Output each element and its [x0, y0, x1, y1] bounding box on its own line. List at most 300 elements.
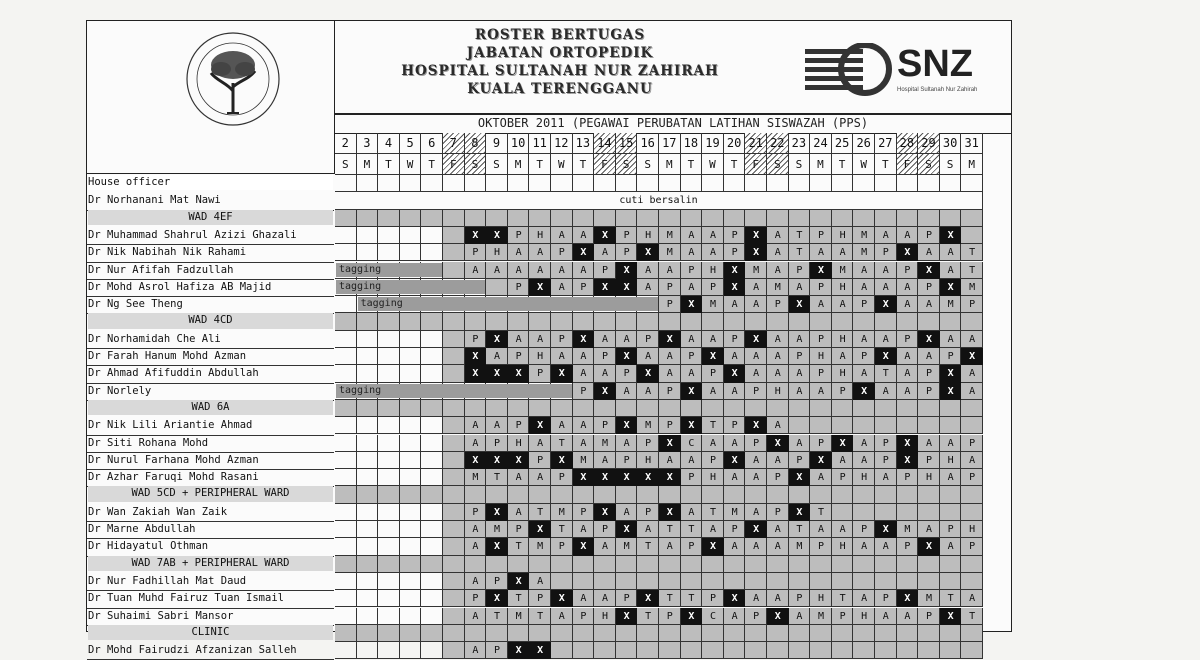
grid-cell [702, 175, 724, 192]
shift-cell [400, 365, 422, 382]
shift-code: X [767, 608, 789, 625]
grid-cell [529, 313, 551, 330]
shift-code: A [537, 575, 544, 587]
shift-code: A [537, 247, 544, 259]
shift-cell [378, 331, 400, 348]
grid-cell [335, 313, 357, 330]
grid-cell [486, 486, 508, 503]
shift-cell [357, 608, 379, 625]
shift-code: A [882, 541, 889, 553]
ward-section-label: WAD 6A [88, 400, 333, 415]
shift-code: A [709, 385, 716, 397]
shift-cell [378, 417, 400, 434]
weekday-cell: F [443, 154, 465, 175]
shift-code: A [580, 368, 587, 380]
shift-code: X [529, 642, 551, 659]
weekday-cell: T [832, 154, 854, 175]
shift-cell [853, 642, 875, 659]
shift-code: X [681, 417, 703, 434]
shift-code: P [493, 437, 500, 449]
weekday-cell: W [551, 154, 573, 175]
shift-code: P [601, 420, 608, 432]
shift-code: X [659, 331, 681, 348]
weekday-cell: M [508, 154, 530, 175]
grid-cell [875, 313, 897, 330]
grid-cell [681, 313, 703, 330]
logo-cell [87, 21, 335, 174]
shift-code: X [918, 331, 940, 348]
staff-name: Dr Nur Fadhillah Mat Daud [88, 574, 247, 587]
shift-code: A [947, 247, 954, 259]
shift-code: A [709, 229, 716, 241]
weekday-cell: F [897, 154, 919, 175]
shift-cell [940, 642, 962, 659]
shift-code: A [537, 264, 544, 276]
shift-code: P [774, 506, 781, 518]
shift-code: X [940, 365, 962, 382]
grid-cell [357, 486, 379, 503]
shift-code: A [861, 368, 868, 380]
shift-cell [421, 538, 443, 555]
shift-code: P [882, 593, 889, 605]
grid-cell [529, 556, 551, 573]
grid-cell [681, 210, 703, 227]
grid-cell [529, 175, 551, 192]
shift-cell [940, 573, 962, 590]
shift-code: H [861, 472, 868, 484]
shift-cell [573, 642, 595, 659]
shift-cell [832, 417, 854, 434]
shift-code: A [753, 281, 760, 293]
weekday-cell: M [810, 154, 832, 175]
grid-cell [875, 175, 897, 192]
shift-code: T [493, 610, 500, 622]
grid-cell [789, 625, 811, 642]
shift-cell [421, 417, 443, 434]
shift-code: X [745, 227, 767, 244]
shift-code: P [558, 247, 565, 259]
shift-code: A [537, 333, 544, 345]
shift-code: A [558, 420, 565, 432]
shift-code: M [774, 281, 781, 293]
shift-code: M [493, 524, 500, 535]
shift-code: A [882, 333, 889, 345]
shift-code: A [947, 333, 954, 345]
shift-code: P [796, 351, 803, 362]
day-number-cell: 24 [810, 133, 832, 154]
grid-cell [486, 175, 508, 192]
shift-cell [918, 417, 940, 434]
shift-code: T [947, 593, 954, 605]
shift-code: M [947, 299, 954, 311]
shift-code: X [551, 365, 573, 382]
grid-cell [594, 210, 616, 227]
shift-code: X [594, 504, 616, 521]
shift-code: A [817, 385, 824, 397]
header-line-1: ROSTER BERTUGAS [474, 27, 646, 43]
shift-cell [897, 573, 919, 590]
shift-code: X [573, 538, 595, 555]
shift-code: T [796, 524, 803, 535]
shift-code: X [897, 435, 919, 452]
shift-code: A [645, 524, 652, 535]
shift-code: P [666, 299, 673, 311]
shift-code: T [839, 593, 846, 605]
shift-cell [897, 504, 919, 521]
shift-code: X [486, 365, 508, 382]
shift-code: P [925, 610, 932, 622]
grid-cell [616, 486, 638, 503]
shift-code: H [839, 281, 846, 293]
shift-code: A [925, 299, 932, 311]
day-number-cell: 31 [961, 133, 983, 154]
shift-code: X [745, 417, 767, 434]
grid-cell [918, 313, 940, 330]
shift-code: X [745, 331, 767, 348]
grid-cell [421, 210, 443, 227]
shift-cell [400, 573, 422, 590]
weekday-cell: T [421, 154, 443, 175]
shift-code: P [839, 472, 846, 484]
shift-code: P [817, 368, 824, 380]
grid-cell [961, 556, 983, 573]
shift-cell [357, 227, 379, 244]
shift-cell [961, 642, 983, 659]
shift-code: X [789, 469, 811, 486]
shift-cell [335, 469, 357, 486]
grid-cell [616, 625, 638, 642]
grid-cell [897, 486, 919, 503]
shift-code: A [666, 454, 673, 466]
shift-code: P [904, 264, 911, 276]
snz-brand-name: SNZ [897, 43, 973, 85]
ward-section-label: WAD 4EF [88, 210, 333, 225]
grid-cell [853, 175, 875, 192]
shift-code: P [472, 593, 479, 605]
shift-cell [443, 244, 465, 261]
shift-code: A [666, 541, 673, 553]
shift-code: H [645, 229, 652, 241]
shift-code: A [774, 454, 781, 466]
grid-cell [724, 313, 746, 330]
shift-code: A [774, 541, 781, 553]
shift-cell [594, 642, 616, 659]
grid-cell [918, 210, 940, 227]
grid-cell [335, 175, 357, 192]
shift-code: X [745, 521, 767, 538]
shift-cell [357, 452, 379, 469]
shift-code: A [861, 281, 868, 293]
shift-code: T [969, 247, 976, 259]
grid-cell [378, 210, 400, 227]
grid-cell [335, 625, 357, 642]
grid-cell [529, 210, 551, 227]
shift-cell [421, 590, 443, 607]
shift-cell [357, 521, 379, 538]
shift-code: X [573, 244, 595, 261]
shift-cell [897, 642, 919, 659]
shift-cell [335, 504, 357, 521]
note-cell: cuti bersalin [335, 192, 983, 209]
day-number-cell: 27 [875, 133, 897, 154]
shift-cell [961, 504, 983, 521]
ward-section-label: WAD 7AB + PERIPHERAL WARD [88, 556, 333, 571]
grid-cell [443, 486, 465, 503]
shift-code: P [947, 351, 954, 362]
grid-cell [551, 556, 573, 573]
shift-code: A [580, 420, 587, 432]
shift-code: A [904, 229, 911, 241]
shift-cell [940, 504, 962, 521]
shift-code: T [817, 506, 824, 518]
grid-cell [832, 175, 854, 192]
shift-code: X [465, 452, 487, 469]
shift-code: M [861, 229, 868, 241]
shift-code: A [515, 247, 522, 259]
grid-cell [961, 625, 983, 642]
grid-cell [897, 210, 919, 227]
grid-cell [616, 210, 638, 227]
shift-cell [443, 452, 465, 469]
shift-code: T [537, 506, 544, 518]
grid-cell [745, 313, 767, 330]
shift-code: A [861, 437, 868, 449]
shift-code: P [688, 264, 695, 276]
shift-cell [357, 348, 379, 365]
shift-code: T [558, 437, 565, 449]
shift-code: P [666, 281, 673, 293]
shift-code: A [861, 333, 868, 345]
shift-code: X [551, 452, 573, 469]
shift-cell [335, 521, 357, 538]
grid-cell [508, 486, 530, 503]
grid-cell [637, 625, 659, 642]
shift-code: P [515, 351, 522, 362]
shift-cell [378, 227, 400, 244]
grid-cell [724, 486, 746, 503]
grid-cell [940, 175, 962, 192]
shift-code: A [947, 541, 954, 553]
shift-cell [961, 417, 983, 434]
grid-cell [400, 210, 422, 227]
shift-code: A [623, 437, 630, 449]
shift-code: P [925, 385, 932, 397]
shift-code: X [659, 435, 681, 452]
shift-code: X [508, 365, 530, 382]
grid-cell [400, 486, 422, 503]
grid-cell [421, 175, 443, 192]
shift-cell [357, 435, 379, 452]
grid-cell [832, 400, 854, 417]
shift-code: X [940, 383, 962, 400]
grid-cell [465, 210, 487, 227]
shift-code: P [753, 610, 760, 622]
shift-cell [767, 573, 789, 590]
shift-cell [335, 642, 357, 659]
shift-code: H [774, 385, 781, 397]
staff-name: Dr Azhar Faruqi Mohd Rasani [88, 471, 259, 484]
grid-cell [378, 556, 400, 573]
shift-code: T [645, 610, 652, 622]
grid-cell [745, 486, 767, 503]
shift-code: A [558, 229, 565, 241]
staff-name: Dr Ahmad Afifuddin Abdullah [88, 367, 259, 380]
grid-cell [637, 313, 659, 330]
shift-code: A [709, 437, 716, 449]
day-number-cell: 3 [357, 133, 379, 154]
shift-code: A [969, 454, 976, 466]
shift-code: X [681, 608, 703, 625]
grid-cell [745, 175, 767, 192]
shift-cell [443, 538, 465, 555]
grid-cell [378, 486, 400, 503]
shift-cell [443, 573, 465, 590]
shift-cell [400, 469, 422, 486]
grid-cell [897, 400, 919, 417]
grid-cell [594, 486, 616, 503]
grid-cell [508, 400, 530, 417]
shift-cell [400, 452, 422, 469]
grid-cell [897, 556, 919, 573]
grid-cell [551, 400, 573, 417]
shift-code: P [969, 437, 976, 449]
shift-cell [421, 521, 443, 538]
ward-section-label: CLINIC [88, 625, 333, 640]
shift-code: A [774, 229, 781, 241]
shift-code: A [817, 524, 824, 535]
shift-code: P [688, 472, 695, 484]
shift-cell [357, 538, 379, 555]
shift-code: A [731, 472, 738, 484]
shift-code: X [486, 590, 508, 607]
grid-cell [378, 175, 400, 192]
weekday-cell: M [961, 154, 983, 175]
shift-code: A [731, 351, 738, 362]
shift-code: X [616, 417, 638, 434]
shift-code: X [724, 452, 746, 469]
shift-code: A [753, 506, 760, 518]
shift-code: X [616, 348, 638, 365]
grid-cell [573, 210, 595, 227]
shift-cell [724, 642, 746, 659]
grid-cell [810, 313, 832, 330]
staff-name: Dr Marne Abdullah [88, 523, 196, 535]
grid-cell [724, 175, 746, 192]
shift-code: M [969, 281, 976, 293]
grid-cell [335, 210, 357, 227]
weekday-cell: T [529, 154, 551, 175]
shift-code: M [515, 610, 522, 622]
grid-cell [443, 625, 465, 642]
grid-cell [486, 210, 508, 227]
shift-code: P [601, 264, 608, 276]
shift-code: M [861, 247, 868, 259]
grid-cell [702, 556, 724, 573]
grid-cell [961, 486, 983, 503]
shift-code: X [724, 590, 746, 607]
shift-code: P [882, 247, 889, 259]
grid-cell [810, 486, 832, 503]
shift-code: P [796, 264, 803, 276]
shift-cell [443, 348, 465, 365]
shift-code: P [796, 454, 803, 466]
shift-code: A [623, 385, 630, 397]
grid-cell [832, 556, 854, 573]
shift-code: P [839, 610, 846, 622]
shift-code: A [666, 368, 673, 380]
shift-code: T [882, 368, 889, 380]
shift-cell [421, 435, 443, 452]
shift-code: P [493, 645, 500, 657]
shift-cell [443, 227, 465, 244]
grid-cell [421, 313, 443, 330]
shift-code: A [688, 454, 695, 466]
day-number-cell: 6 [421, 133, 443, 154]
staff-name: Dr Hidayatul Othman [88, 540, 209, 553]
shift-code: A [472, 264, 479, 276]
shift-cell [400, 642, 422, 659]
grid-cell [659, 175, 681, 192]
shift-code: X [508, 642, 530, 659]
shift-code: X [724, 262, 746, 279]
shift-code: X [918, 538, 940, 555]
shift-cell [637, 573, 659, 590]
shift-code: P [558, 472, 565, 484]
grid-cell [508, 313, 530, 330]
weekday-cell: S [486, 154, 508, 175]
grid-cell [378, 625, 400, 642]
shift-cell [335, 452, 357, 469]
shift-code: A [774, 368, 781, 380]
shift-cell [421, 365, 443, 382]
shift-cell [400, 590, 422, 607]
shift-cell [961, 227, 983, 244]
shift-code: P [882, 437, 889, 449]
shift-code: A [904, 351, 911, 362]
shift-cell [789, 642, 811, 659]
shift-cell [400, 331, 422, 348]
shift-cell [378, 504, 400, 521]
shift-cell [443, 608, 465, 625]
shift-code: A [688, 281, 695, 293]
grid-cell [400, 313, 422, 330]
grid-cell [789, 556, 811, 573]
grid-cell [961, 210, 983, 227]
staff-name: Dr Nur Afifah Fadzullah [88, 263, 234, 276]
shift-code: P [623, 593, 630, 605]
shift-cell [551, 573, 573, 590]
day-number-cell: 9 [486, 133, 508, 154]
day-number-cell: 21 [745, 133, 767, 154]
weekday-cell: S [465, 154, 487, 175]
grid-cell [918, 400, 940, 417]
day-number-cell: 17 [659, 133, 681, 154]
grid-cell [681, 175, 703, 192]
shift-cell [357, 573, 379, 590]
shift-cell [897, 417, 919, 434]
weekday-cell: S [789, 154, 811, 175]
shift-code: A [774, 524, 781, 535]
shift-code: X [681, 296, 703, 313]
grid-cell [357, 175, 379, 192]
day-number-cell: 16 [637, 133, 659, 154]
grid-cell [637, 400, 659, 417]
grid-cell [465, 175, 487, 192]
grid-cell [573, 556, 595, 573]
shift-cell [335, 244, 357, 261]
shift-code: C [688, 437, 695, 449]
weekday-cell: S [335, 154, 357, 175]
